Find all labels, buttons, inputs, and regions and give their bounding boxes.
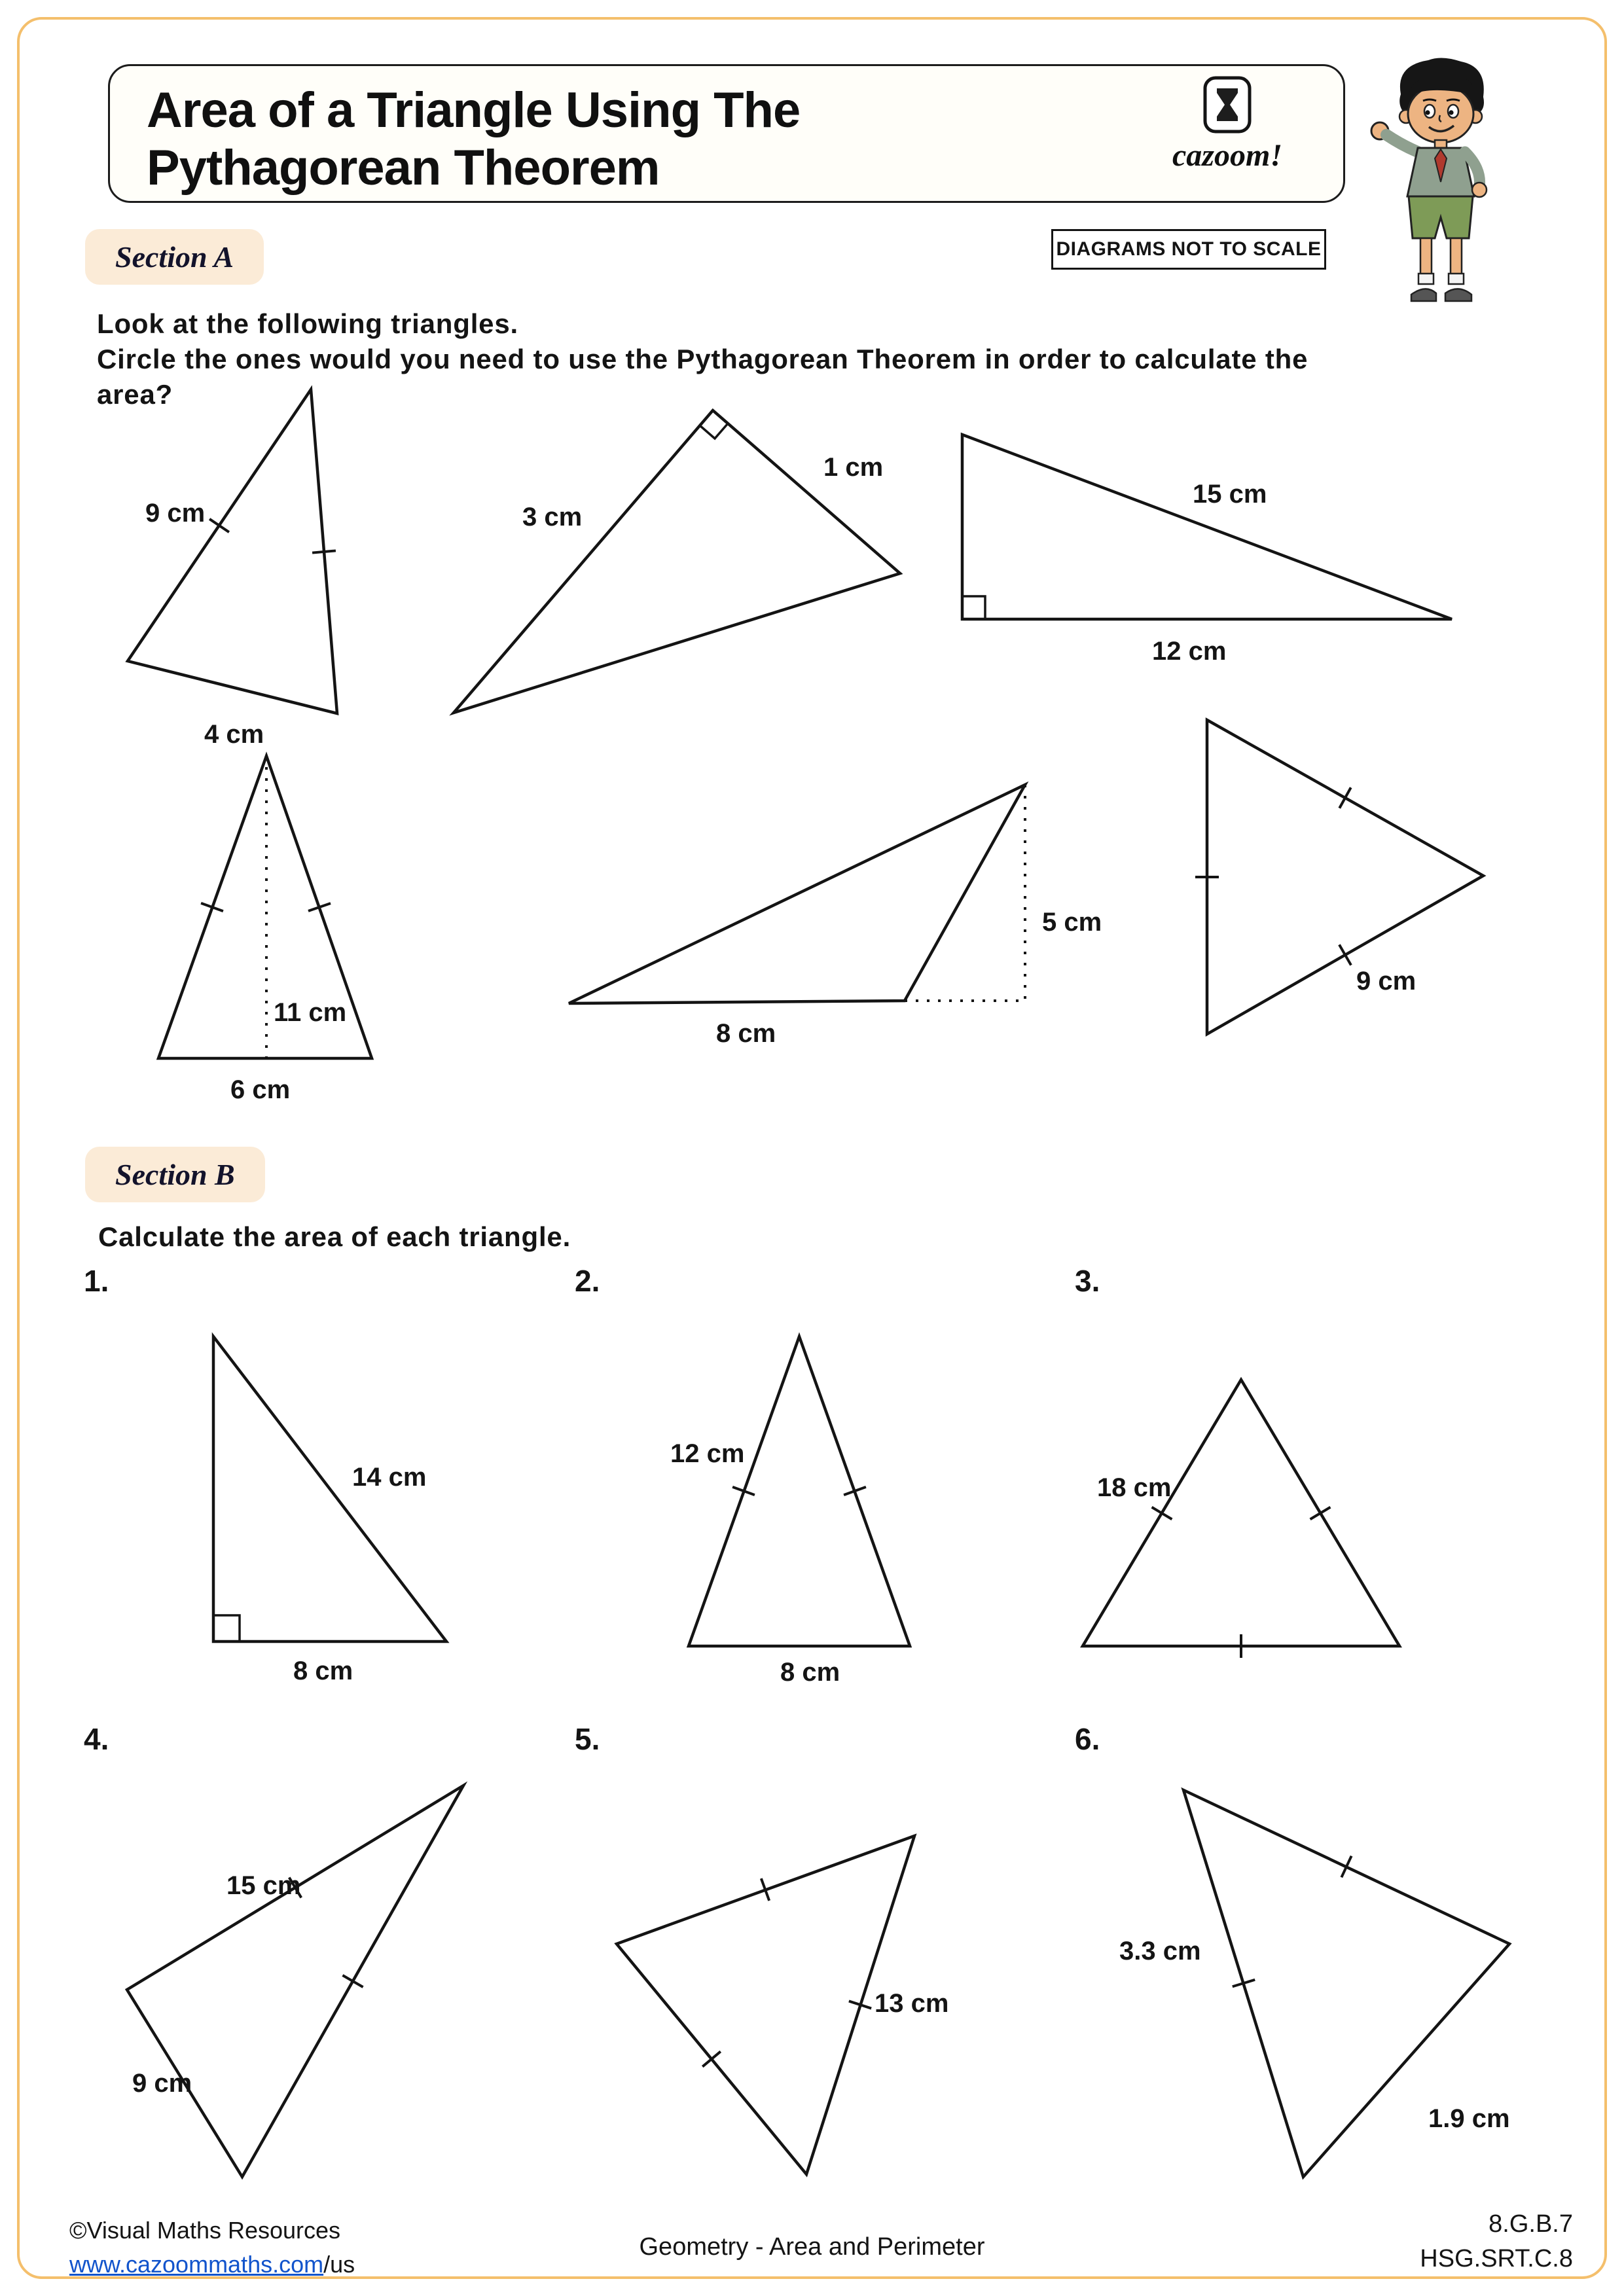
right-angle-mark [962, 596, 985, 619]
triangle-a2 [419, 383, 943, 736]
footer-standard-1: 8.G.B.7 [1489, 2210, 1573, 2238]
right-angle-mark [213, 1615, 240, 1641]
measurement-label: 12 cm [1152, 637, 1227, 666]
measurement-label: 3.3 cm [1119, 1937, 1201, 1965]
section-b-instruction: Calculate the area of each triangle. [98, 1221, 571, 1252]
tick-mark [1310, 1507, 1331, 1520]
problem-number: 5. [575, 1722, 600, 1756]
section-a-label: Section A [85, 229, 264, 285]
triangle-a3 [936, 393, 1479, 674]
footer-link-suffix: /us [323, 2251, 355, 2278]
measurement-label: 6 cm [230, 1075, 291, 1104]
instruction-line: Look at the following triangles. [97, 308, 518, 339]
tick-mark [1152, 1507, 1172, 1520]
problem-number: 4. [84, 1722, 109, 1756]
title-box [108, 64, 1345, 203]
measurement-label: 9 cm [145, 499, 206, 528]
measurement-label: 15 cm [1193, 480, 1267, 509]
measurement-label: 14 cm [352, 1463, 427, 1492]
page-title-line2: Pythagorean Theorem [147, 140, 660, 196]
instruction-line: area? [97, 378, 173, 410]
triangle-b3 [1074, 1316, 1440, 1695]
hourglass-icon [1202, 75, 1252, 134]
measurement-label: 9 cm [132, 2069, 192, 2098]
section-b-label: Section B [85, 1147, 265, 1202]
problem-number: 6. [1075, 1722, 1100, 1756]
logo-text: cazoom! [1172, 138, 1282, 173]
measurement-label: 15 cm [226, 1871, 301, 1900]
measurement-label: 3 cm [522, 503, 583, 531]
tick-mark [702, 2051, 721, 2066]
tick-mark [1339, 944, 1351, 965]
instruction-line: Circle the ones would you need to use the Pythagorean Theorem in order to calculate the [97, 343, 1308, 374]
tick-mark [312, 550, 336, 552]
triangle-a6 [1198, 707, 1506, 1073]
triangle-b6 [1106, 1761, 1551, 2206]
measurement-label: 13 cm [875, 1989, 949, 2018]
footer-standards [1420, 2207, 1573, 2276]
measurement-label: 11 cm [274, 998, 347, 1027]
triangle-b1 [157, 1316, 497, 1695]
triangle-a5 [556, 753, 1146, 1060]
measurement-label: 8 cm [716, 1019, 776, 1048]
measurement-label: 9 cm [1356, 967, 1416, 996]
triangle-b5 [602, 1767, 969, 2199]
measurement-label: 18 cm [1097, 1473, 1172, 1502]
measurement-label: 4 cm [204, 720, 264, 749]
scale-note-box: DIAGRAMS NOT TO SCALE [1051, 229, 1326, 270]
triangle-b4 [98, 1767, 504, 2199]
measurement-label: 1 cm [823, 453, 884, 482]
footer-link[interactable]: www.cazoommaths.com [69, 2251, 324, 2278]
measurement-label: 1.9 cm [1428, 2104, 1510, 2133]
tick-mark [1339, 787, 1350, 808]
triangle-b2 [655, 1316, 956, 1695]
measurement-label: 8 cm [293, 1657, 353, 1685]
triangle-a4 [131, 740, 406, 1126]
problem-number: 1. [84, 1264, 109, 1298]
problem-number: 2. [575, 1264, 600, 1298]
problem-number: 3. [1075, 1264, 1100, 1298]
mascot-illustration [1363, 54, 1526, 315]
measurement-label: 5 cm [1042, 908, 1102, 937]
triangle-a1 [118, 383, 353, 756]
right-angle-mark [700, 423, 728, 439]
tick-mark [209, 519, 229, 532]
page-title-line1: Area of a Triangle Using The [147, 82, 801, 138]
footer-standard-2: HSG.SRT.C.8 [1420, 2245, 1573, 2273]
measurement-label: 8 cm [780, 1658, 840, 1687]
footer-copyright: ©Visual Maths Resources [69, 2217, 341, 2244]
tick-mark [342, 1975, 363, 1987]
measurement-label: 12 cm [670, 1439, 745, 1468]
footer-course: Geometry - Area and Perimeter [639, 2233, 985, 2261]
cazoom-logo [1146, 75, 1309, 173]
